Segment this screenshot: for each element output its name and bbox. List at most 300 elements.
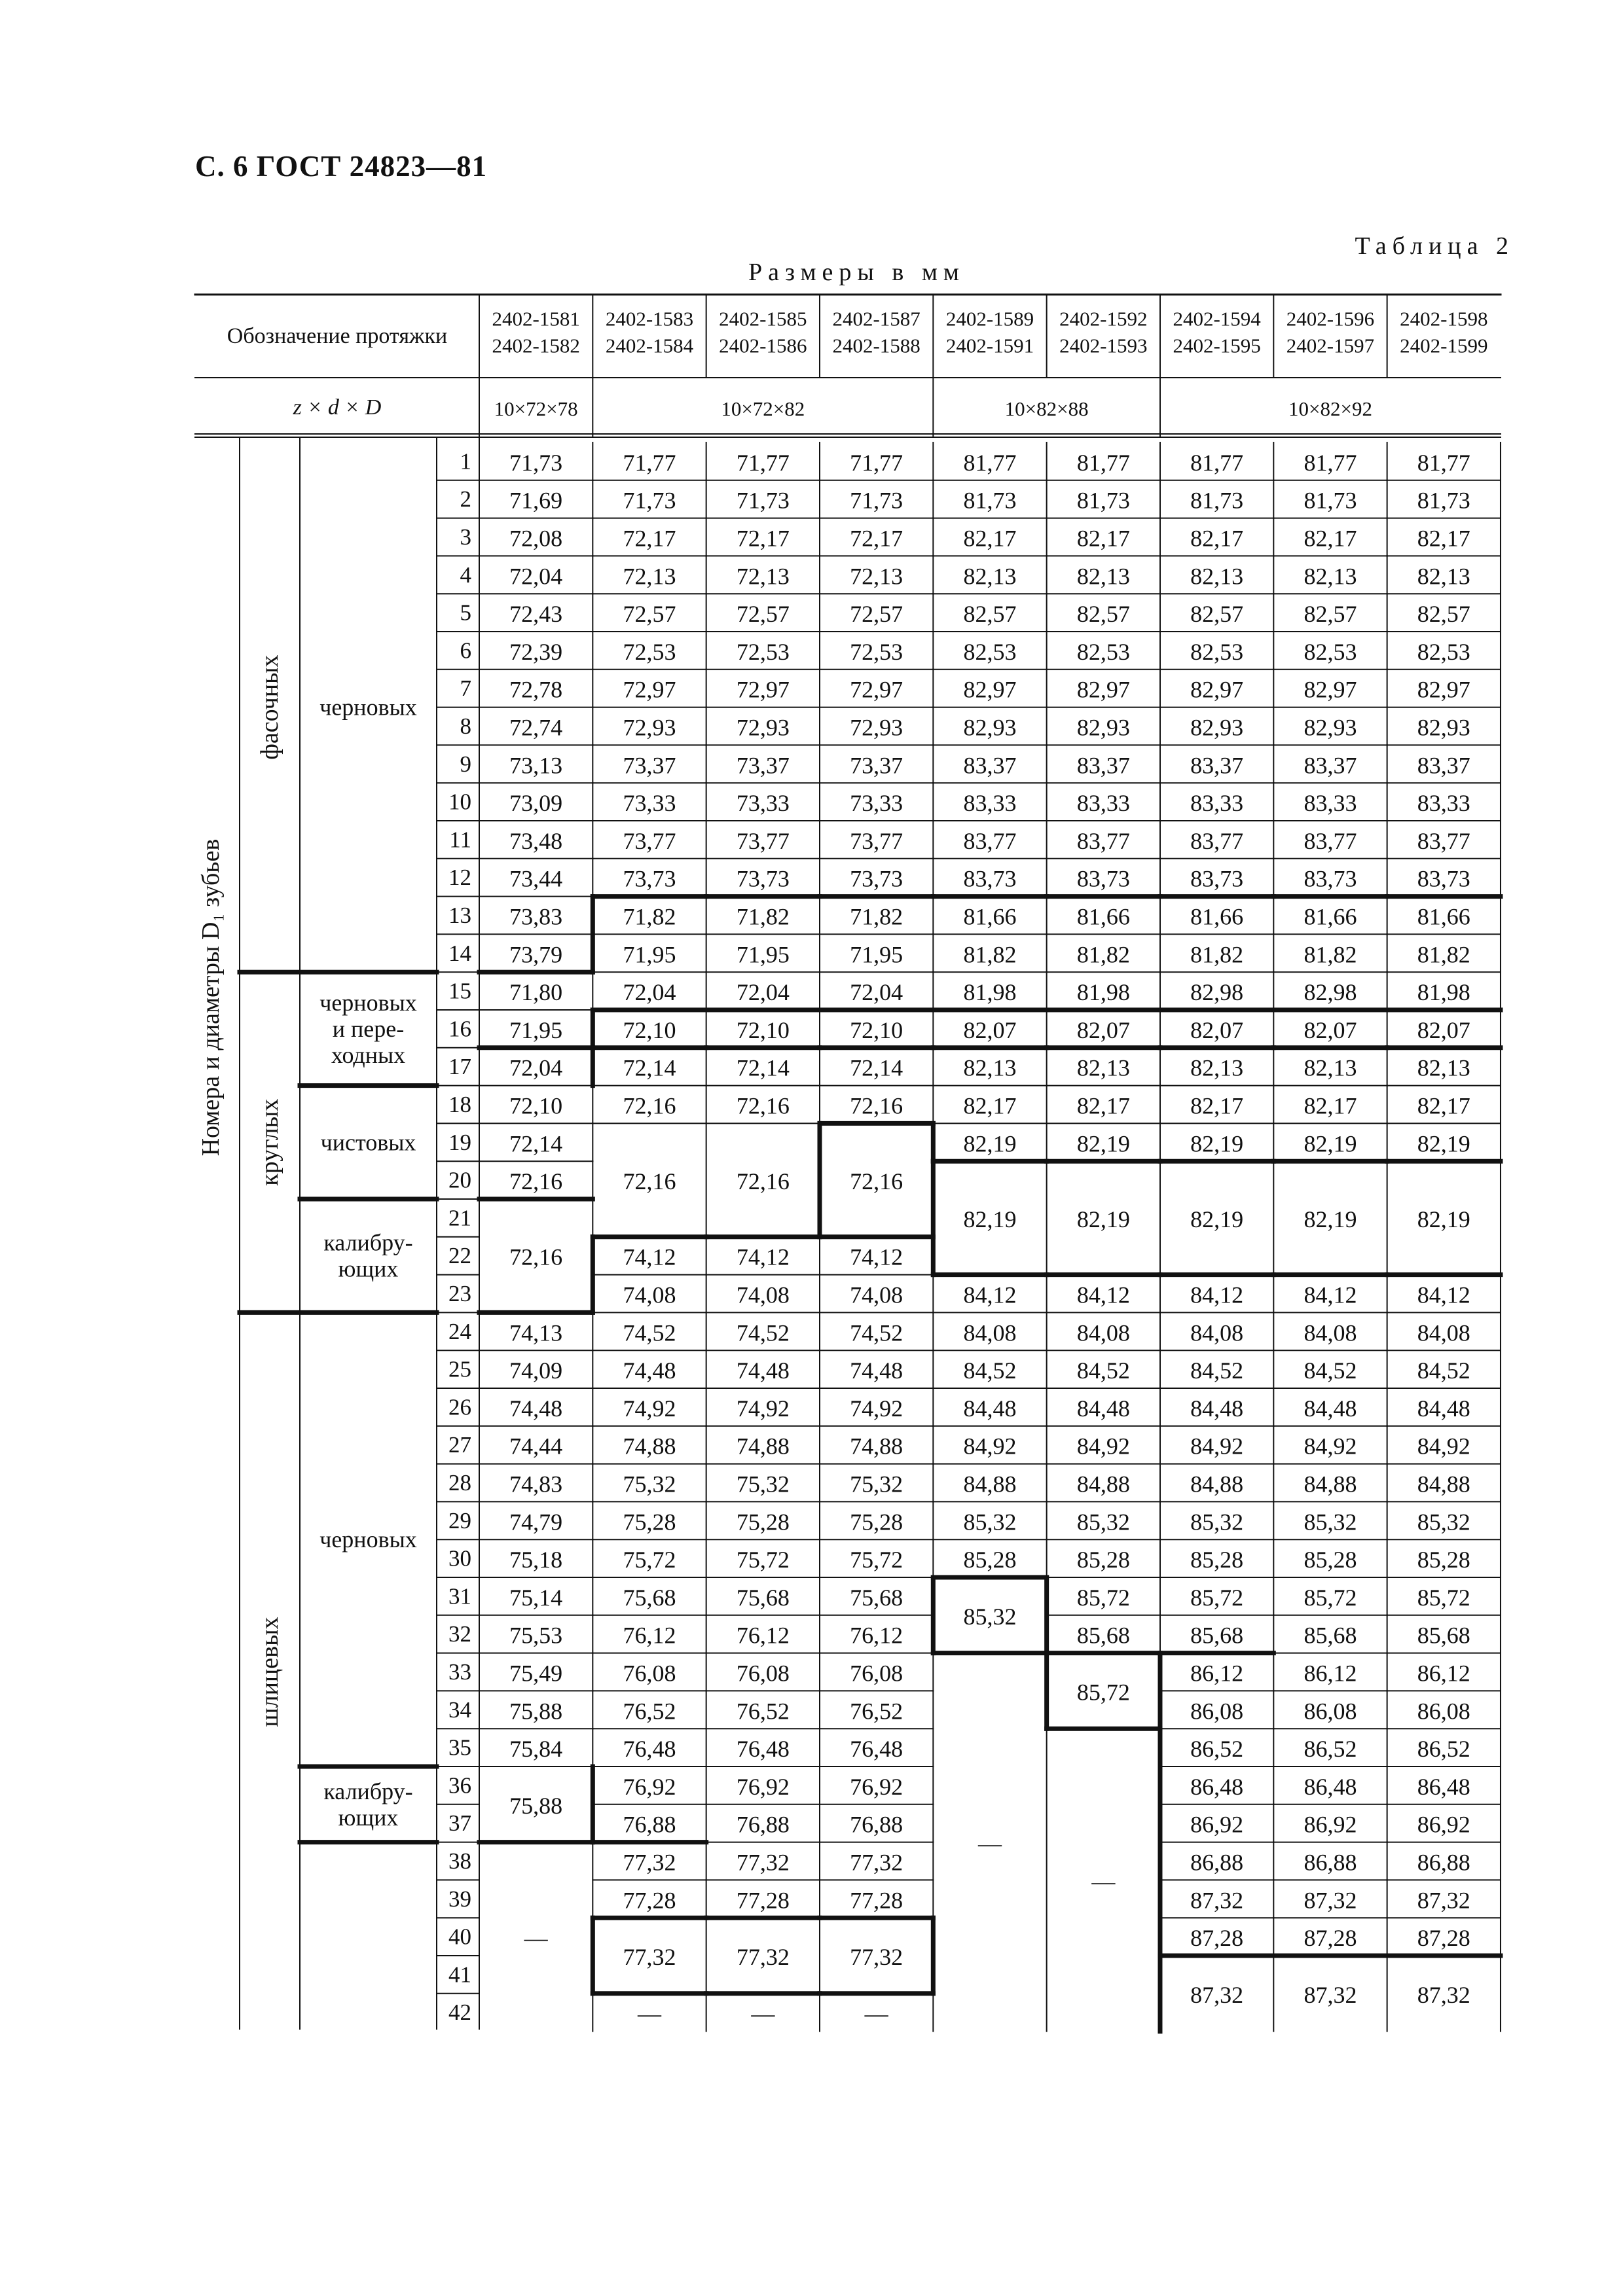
table-cell: 72,04 xyxy=(623,979,676,1006)
table-cell: 72,97 xyxy=(850,676,903,703)
table-cell: 74,88 xyxy=(736,1433,790,1460)
table-cell: 76,92 xyxy=(623,1773,676,1800)
tooth-number: 5 xyxy=(460,600,471,626)
table-cell: 84,52 xyxy=(1190,1357,1244,1384)
table-cell: 72,16 xyxy=(509,1244,563,1270)
table-cell: 84,92 xyxy=(1417,1433,1470,1460)
table-cell: 85,72 xyxy=(1304,1584,1357,1611)
table-cell: 72,53 xyxy=(850,638,903,665)
table-cell: 81,73 xyxy=(1190,487,1244,514)
subgroup-label: ющих xyxy=(338,1255,399,1282)
table-cell: 83,73 xyxy=(1076,865,1130,892)
tooth-number: 30 xyxy=(448,1545,471,1571)
table-cell: 84,48 xyxy=(1190,1395,1244,1422)
table-cell: 85,28 xyxy=(1417,1547,1470,1573)
table-cell: 81,82 xyxy=(1304,941,1357,968)
table-cell: 71,73 xyxy=(623,487,676,514)
table-cell: 83,37 xyxy=(963,752,1017,779)
table-cell: 75,14 xyxy=(509,1584,563,1611)
table-cell: 72,57 xyxy=(736,601,790,628)
tooth-number: 29 xyxy=(448,1507,471,1534)
tooth-number: 35 xyxy=(448,1734,471,1761)
table-cell: 72,04 xyxy=(850,979,903,1006)
table-cell: 73,73 xyxy=(623,865,676,892)
table-cell: 72,93 xyxy=(736,714,790,741)
table-cell: 72,43 xyxy=(509,601,563,628)
side-label: Номера и диаметры D₁ зубьев xyxy=(197,838,225,1157)
table-cell: 82,53 xyxy=(1417,638,1470,665)
table-cell: 72,04 xyxy=(509,1054,563,1081)
table-cell: 73,73 xyxy=(850,865,903,892)
table-cell: 85,68 xyxy=(1076,1622,1130,1649)
table-cell: 77,32 xyxy=(623,1849,676,1876)
table-cell: 85,68 xyxy=(1304,1622,1357,1649)
table-cell: 82,19 xyxy=(1076,1206,1130,1232)
tooth-number: 9 xyxy=(460,751,471,777)
table-cell: 71,77 xyxy=(623,449,676,476)
table-cell: 84,08 xyxy=(1190,1319,1244,1346)
table-cell: 72,93 xyxy=(623,714,676,741)
column-designation: 2402-1596 xyxy=(1286,307,1375,331)
table-cell: 73,48 xyxy=(509,827,563,854)
table-cell: 72,16 xyxy=(850,1092,903,1119)
table-cell: 84,12 xyxy=(1304,1282,1357,1308)
tooth-number: 22 xyxy=(448,1243,471,1269)
page-header: С. 6 ГОСТ 24823—81 xyxy=(195,150,488,183)
tooth-number: 41 xyxy=(448,1962,471,1988)
table-cell: 85,72 xyxy=(1076,1679,1130,1706)
table-cell: 81,66 xyxy=(963,903,1017,930)
table-cell: 84,08 xyxy=(1304,1319,1357,1346)
table-cell: 82,17 xyxy=(1076,525,1130,552)
table-cell: 72,17 xyxy=(850,525,903,552)
table-cell: 77,32 xyxy=(850,1944,903,1970)
table-cell: 85,68 xyxy=(1417,1622,1470,1649)
table-cell: 73,09 xyxy=(509,790,563,817)
table-cell: 82,13 xyxy=(1417,1054,1470,1081)
table-cell: 83,73 xyxy=(1190,865,1244,892)
table-cell: 71,95 xyxy=(850,941,903,968)
size-label: 10×82×88 xyxy=(1004,397,1089,420)
column-designation: 2402-1594 xyxy=(1173,307,1261,331)
table-cell: 86,88 xyxy=(1417,1849,1470,1876)
table-cell: 81,73 xyxy=(1304,487,1357,514)
subgroup-label: ющих xyxy=(338,1804,399,1831)
table-cell: — xyxy=(1091,1868,1116,1895)
table-cell: 74,48 xyxy=(509,1395,563,1422)
table-cell: 72,14 xyxy=(850,1054,903,1081)
table-cell: 72,17 xyxy=(623,525,676,552)
table-cell: 83,33 xyxy=(963,790,1017,817)
table-cell: 72,16 xyxy=(850,1168,903,1195)
table-cell: 85,32 xyxy=(1304,1509,1357,1535)
table-cell: 87,28 xyxy=(1417,1925,1470,1952)
table-cell: 82,07 xyxy=(1304,1016,1357,1043)
table-cell: 82,19 xyxy=(1417,1206,1470,1232)
table-cell: 86,12 xyxy=(1190,1660,1244,1687)
table-cell: 84,52 xyxy=(1076,1357,1130,1384)
table-cell: 82,53 xyxy=(1076,638,1130,665)
table-cell: 81,73 xyxy=(1417,487,1470,514)
size-label: 10×82×92 xyxy=(1288,397,1372,420)
table-cell: 75,28 xyxy=(850,1509,903,1535)
table-cell: 85,28 xyxy=(1076,1547,1130,1573)
table-cell: 72,39 xyxy=(509,638,563,665)
table-cell: 81,77 xyxy=(963,449,1017,476)
table-cell: 74,08 xyxy=(623,1282,676,1308)
subgroup-label: черновых xyxy=(319,989,417,1016)
tooth-number: 8 xyxy=(460,713,471,739)
table-cell: 82,57 xyxy=(1076,601,1130,628)
table-cell: 86,08 xyxy=(1190,1698,1244,1725)
table-cell: 74,92 xyxy=(850,1395,903,1422)
table-cell: 81,66 xyxy=(1190,903,1244,930)
group-label: шлицевых xyxy=(256,1617,283,1727)
units-label: Размеры в мм xyxy=(748,259,965,286)
table-cell: 75,72 xyxy=(736,1547,790,1573)
table-cell: 73,77 xyxy=(850,827,903,854)
subgroup-label: черновых xyxy=(319,694,417,721)
subgroup-label: черновых xyxy=(319,1526,417,1553)
tooth-number: 42 xyxy=(448,2000,471,2026)
table-cell: 72,16 xyxy=(623,1092,676,1119)
column-designation: 2402-1585 xyxy=(719,307,807,331)
table-cell: 82,07 xyxy=(963,1016,1017,1043)
table-cell: 82,13 xyxy=(963,1054,1017,1081)
table-cell: 76,12 xyxy=(623,1622,676,1649)
column-designation: 2402-1583 xyxy=(605,307,694,331)
table-cell: 72,08 xyxy=(509,525,563,552)
table-cell: 76,12 xyxy=(736,1622,790,1649)
table-cell: 81,98 xyxy=(963,979,1017,1006)
table-cell: 72,16 xyxy=(623,1168,676,1195)
table-cell: 77,32 xyxy=(736,1944,790,1970)
table-cell: 74,12 xyxy=(623,1244,676,1270)
tooth-number: 34 xyxy=(448,1696,471,1723)
table-cell: 85,72 xyxy=(1190,1584,1244,1611)
table-cell: 86,52 xyxy=(1417,1736,1470,1763)
zdD-label: z × d × D xyxy=(293,395,382,420)
table-cell: — xyxy=(637,2000,661,2027)
tooth-number: 28 xyxy=(448,1470,471,1496)
table-cell: 74,83 xyxy=(509,1471,563,1498)
table-cell: 75,68 xyxy=(736,1584,790,1611)
table-cell: 84,12 xyxy=(963,1282,1017,1308)
table-cell: 77,32 xyxy=(850,1849,903,1876)
table-cell: 71,82 xyxy=(623,903,676,930)
subgroup-label: ходных xyxy=(331,1041,406,1068)
table-cell: 84,92 xyxy=(1190,1433,1244,1460)
table-cell: 76,48 xyxy=(736,1736,790,1763)
table-cell: 76,92 xyxy=(850,1773,903,1800)
size-label: 10×72×78 xyxy=(494,397,578,420)
table-cell: 82,53 xyxy=(1304,638,1357,665)
tooth-number: 15 xyxy=(448,978,471,1004)
table-cell: 81,82 xyxy=(1417,941,1470,968)
table-cell: 82,19 xyxy=(1304,1206,1357,1232)
table-cell: 82,17 xyxy=(963,1092,1017,1119)
table-cell: 82,17 xyxy=(1076,1092,1130,1119)
table-cell: 84,08 xyxy=(1417,1319,1470,1346)
table-cell: 82,13 xyxy=(963,563,1017,590)
table-cell: 82,57 xyxy=(1417,601,1470,628)
table-cell: 82,98 xyxy=(1304,979,1357,1006)
table-cell: 77,28 xyxy=(736,1887,790,1914)
table-cell: 72,13 xyxy=(736,563,790,590)
table-cell: 82,19 xyxy=(1304,1130,1357,1157)
table-cell: 74,48 xyxy=(736,1357,790,1384)
table-cell: 82,13 xyxy=(1304,1054,1357,1081)
table-cell: 77,28 xyxy=(623,1887,676,1914)
table-cell: 71,95 xyxy=(736,941,790,968)
table-cell: 82,13 xyxy=(1417,563,1470,590)
table-cell: 71,80 xyxy=(509,979,563,1006)
table-cell: 83,73 xyxy=(1304,865,1357,892)
table-cell: 84,88 xyxy=(1190,1471,1244,1498)
table-cell: 72,10 xyxy=(623,1016,676,1043)
table-cell: 73,37 xyxy=(736,752,790,779)
table-cell: 83,73 xyxy=(963,865,1017,892)
tooth-number: 24 xyxy=(448,1318,471,1344)
table-cell: 74,12 xyxy=(850,1244,903,1270)
table-cell: 74,08 xyxy=(736,1282,790,1308)
table-cell: 86,52 xyxy=(1304,1736,1357,1763)
table-cell: 81,66 xyxy=(1076,903,1130,930)
table-cell: 77,28 xyxy=(850,1887,903,1914)
table-cell: 82,53 xyxy=(1190,638,1244,665)
table-cell: 82,07 xyxy=(1417,1016,1470,1043)
table-cell: 75,32 xyxy=(623,1471,676,1498)
table-cell: 81,98 xyxy=(1076,979,1130,1006)
table-cell: 81,66 xyxy=(1417,903,1470,930)
column-designation: 2402-1593 xyxy=(1059,334,1148,357)
column-designation: 2402-1597 xyxy=(1286,334,1375,357)
table-cell: 83,77 xyxy=(1076,827,1130,854)
table-cell: 82,13 xyxy=(1304,563,1357,590)
table-cell: 82,17 xyxy=(1417,525,1470,552)
tooth-number: 19 xyxy=(448,1129,471,1155)
table-cell: 71,82 xyxy=(850,903,903,930)
table-cell: 81,98 xyxy=(1417,979,1470,1006)
table-cell: 73,33 xyxy=(623,790,676,817)
table-cell: 75,28 xyxy=(736,1509,790,1535)
table-cell: 73,33 xyxy=(850,790,903,817)
table-cell: 76,92 xyxy=(736,1773,790,1800)
table-cell: 75,49 xyxy=(509,1660,563,1687)
table-cell: 84,48 xyxy=(1076,1395,1130,1422)
table-cell: 84,88 xyxy=(1304,1471,1357,1498)
table-cell: 85,32 xyxy=(1417,1509,1470,1535)
table-cell: 86,48 xyxy=(1417,1773,1470,1800)
table-cell: 87,32 xyxy=(1417,1887,1470,1914)
table-cell: 82,19 xyxy=(1076,1130,1130,1157)
tooth-number: 12 xyxy=(448,865,471,891)
table-cell: 84,92 xyxy=(1076,1433,1130,1460)
tooth-number: 16 xyxy=(448,1016,471,1042)
table-cell: 76,52 xyxy=(850,1698,903,1725)
tooth-number: 17 xyxy=(448,1054,471,1080)
tooth-number: 39 xyxy=(448,1886,471,1912)
table-cell: 84,52 xyxy=(963,1357,1017,1384)
table-cell: 83,37 xyxy=(1190,752,1244,779)
column-designation: 2402-1592 xyxy=(1059,307,1148,331)
table-cell: 71,73 xyxy=(850,487,903,514)
column-designation: 2402-1598 xyxy=(1400,307,1488,331)
table-cell: 74,52 xyxy=(623,1319,676,1346)
tooth-number: 20 xyxy=(448,1167,471,1193)
table-cell: 85,28 xyxy=(963,1547,1017,1573)
tooth-number: 13 xyxy=(448,903,471,928)
table-cell: — xyxy=(751,2000,775,2027)
table-cell: 81,73 xyxy=(1076,487,1130,514)
table-cell: 84,48 xyxy=(963,1395,1017,1422)
table-cell: 81,77 xyxy=(1417,449,1470,476)
table-cell: 74,52 xyxy=(736,1319,790,1346)
table-cell: 71,95 xyxy=(509,1016,563,1043)
table-cell: 81,73 xyxy=(963,487,1017,514)
table-cell: 82,17 xyxy=(1190,525,1244,552)
table-cell: 72,57 xyxy=(623,601,676,628)
table-cell: 83,33 xyxy=(1076,790,1130,817)
designation-label: Обозначение протяжки xyxy=(227,324,448,348)
table-cell: 85,28 xyxy=(1304,1547,1357,1573)
table-cell: 82,07 xyxy=(1076,1016,1130,1043)
table-cell: 82,19 xyxy=(1190,1130,1244,1157)
table-cell: 74,13 xyxy=(509,1319,563,1346)
column-designation: 2402-1589 xyxy=(945,307,1034,331)
table-cell: 71,95 xyxy=(623,941,676,968)
table-cell: 81,66 xyxy=(1304,903,1357,930)
table-cell: 72,14 xyxy=(509,1130,563,1157)
column-designation: 2402-1591 xyxy=(945,334,1034,357)
table-cell: 85,32 xyxy=(963,1603,1017,1630)
table-cell: 73,79 xyxy=(509,941,563,968)
table-cell: 72,14 xyxy=(736,1054,790,1081)
table-cell: 85,72 xyxy=(1076,1584,1130,1611)
table-cell: 73,77 xyxy=(623,827,676,854)
table-cell: 74,88 xyxy=(623,1433,676,1460)
table-cell: 72,53 xyxy=(736,638,790,665)
tooth-number: 23 xyxy=(448,1281,471,1306)
table-cell: 75,72 xyxy=(850,1547,903,1573)
subgroup-label: калибру- xyxy=(323,1229,413,1256)
table-cell: 87,32 xyxy=(1190,1981,1244,2008)
table-cell: 84,12 xyxy=(1190,1282,1244,1308)
table-cell: 84,12 xyxy=(1417,1282,1470,1308)
table-cell: 82,97 xyxy=(1417,676,1470,703)
table-cell: 83,77 xyxy=(1417,827,1470,854)
group-label: круглых xyxy=(256,1098,283,1186)
tooth-number: 3 xyxy=(460,524,471,550)
subgroup-label: чистовых xyxy=(320,1129,416,1156)
subgroup-label: и пере- xyxy=(332,1015,405,1042)
table-cell: 85,32 xyxy=(1190,1509,1244,1535)
subgroup-label: калибру- xyxy=(323,1778,413,1804)
table-cell: 85,72 xyxy=(1417,1584,1470,1611)
table-cell: 75,32 xyxy=(736,1471,790,1498)
tooth-number: 31 xyxy=(448,1583,471,1609)
table-cell: 82,57 xyxy=(963,601,1017,628)
table-cell: 71,73 xyxy=(736,487,790,514)
table-cell: 82,93 xyxy=(1417,714,1470,741)
table-cell: 72,93 xyxy=(850,714,903,741)
tooth-number: 40 xyxy=(448,1924,471,1950)
table-cell: 85,32 xyxy=(1076,1509,1130,1535)
group-label: фасочных xyxy=(256,655,283,760)
table-cell: 74,09 xyxy=(509,1357,563,1384)
table-cell: 82,19 xyxy=(963,1130,1017,1157)
tooth-number: 27 xyxy=(448,1432,471,1458)
table-cell: 71,77 xyxy=(736,449,790,476)
table-cell: 83,77 xyxy=(1190,827,1244,854)
table-cell: 82,13 xyxy=(1076,563,1130,590)
table-number: Таблица 2 xyxy=(1355,232,1514,260)
table-cell: 75,32 xyxy=(850,1471,903,1498)
column-designation: 2402-1584 xyxy=(605,334,694,357)
table-cell: 74,92 xyxy=(623,1395,676,1422)
table-cell: 86,92 xyxy=(1304,1811,1357,1838)
table-cell: 83,77 xyxy=(963,827,1017,854)
table-cell: 81,77 xyxy=(1076,449,1130,476)
tooth-number: 36 xyxy=(448,1772,471,1799)
table-cell: 83,37 xyxy=(1417,752,1470,779)
table-cell: 84,48 xyxy=(1417,1395,1470,1422)
table-cell: 72,16 xyxy=(736,1092,790,1119)
table-cell: 81,77 xyxy=(1304,449,1357,476)
table-cell: 84,88 xyxy=(1417,1471,1470,1498)
table-cell: 73,73 xyxy=(736,865,790,892)
table-cell: 71,73 xyxy=(509,449,563,476)
table-cell: 82,57 xyxy=(1304,601,1357,628)
table-cell: 84,88 xyxy=(1076,1471,1130,1498)
table-cell: 86,12 xyxy=(1417,1660,1470,1687)
table-cell: 73,44 xyxy=(509,865,563,892)
table-cell: 76,12 xyxy=(850,1622,903,1649)
table-cell: 82,13 xyxy=(1076,1054,1130,1081)
table-cell: 83,73 xyxy=(1417,865,1470,892)
table-cell: 83,37 xyxy=(1076,752,1130,779)
table-cell: 84,88 xyxy=(963,1471,1017,1498)
table-cell: 72,53 xyxy=(623,638,676,665)
table-cell: 72,04 xyxy=(736,979,790,1006)
table-cell: 86,88 xyxy=(1304,1849,1357,1876)
table-cell: 72,10 xyxy=(850,1016,903,1043)
table-cell: 75,72 xyxy=(623,1547,676,1573)
table-cell: 75,68 xyxy=(850,1584,903,1611)
table-cell: — xyxy=(524,1925,548,1952)
tooth-number: 38 xyxy=(448,1848,471,1874)
table-cell: 84,08 xyxy=(1076,1319,1130,1346)
table-cell: 82,98 xyxy=(1190,979,1244,1006)
column-designation: 2402-1586 xyxy=(719,334,807,357)
table-cell: 82,93 xyxy=(1076,714,1130,741)
table-cell: 75,84 xyxy=(509,1736,563,1763)
table-cell: 76,88 xyxy=(850,1811,903,1838)
column-designation: 2402-1581 xyxy=(492,307,580,331)
table-cell: 72,17 xyxy=(736,525,790,552)
table-cell: 72,13 xyxy=(623,563,676,590)
table-cell: 76,48 xyxy=(623,1736,676,1763)
table-cell: 74,12 xyxy=(736,1244,790,1270)
table-cell: 82,07 xyxy=(1190,1016,1244,1043)
table-cell: 81,82 xyxy=(1190,941,1244,968)
table-cell: 74,48 xyxy=(623,1357,676,1384)
table-cell: 85,28 xyxy=(1190,1547,1244,1573)
table-cell: 82,53 xyxy=(963,638,1017,665)
table-cell: 82,17 xyxy=(1417,1092,1470,1119)
table-cell: 74,08 xyxy=(850,1282,903,1308)
table-cell: 72,04 xyxy=(509,563,563,590)
